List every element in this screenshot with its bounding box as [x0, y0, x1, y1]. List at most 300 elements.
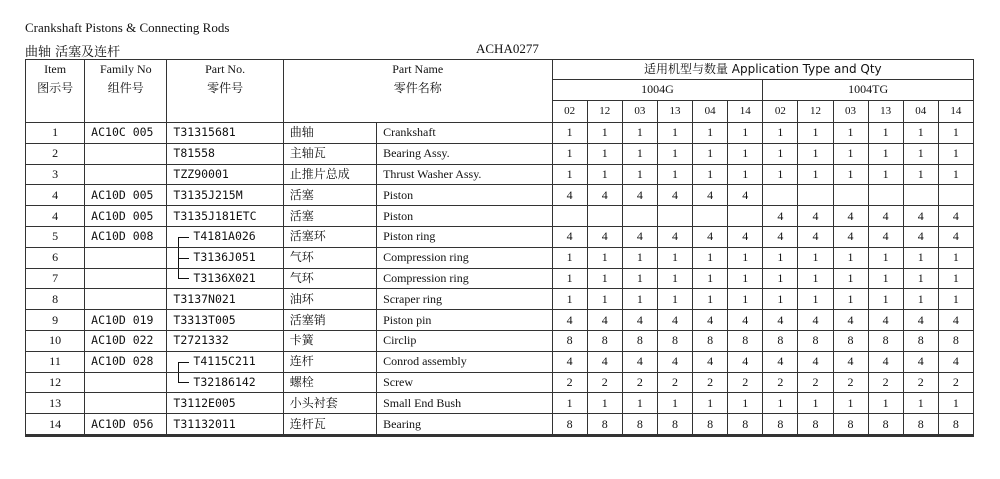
qty-cell — [833, 185, 868, 206]
part-name-en: Thrust Washer Assy. — [377, 164, 553, 185]
qty-cell: 1 — [868, 143, 903, 164]
empty-cell — [552, 435, 587, 436]
qty-cell: 1 — [657, 393, 692, 414]
part-name-en: Compression ring — [377, 268, 553, 289]
header-variant-col: 04 — [903, 101, 938, 123]
part-name-zh: 连杆瓦 — [283, 414, 376, 435]
table-row — [26, 206, 974, 227]
qty-cell — [903, 185, 938, 206]
header-application: 适用机型与数量 Application Type and Qty — [552, 60, 973, 80]
qty-cell: 1 — [903, 164, 938, 185]
empty-cell — [868, 435, 903, 436]
qty-cell: 1 — [728, 268, 763, 289]
qty-cell: 4 — [938, 351, 973, 372]
qty-cell: 4 — [833, 226, 868, 247]
part-name-zh: 活塞 — [283, 185, 376, 206]
qty-cell: 1 — [622, 247, 657, 268]
qty-cell: 4 — [622, 310, 657, 331]
table-row — [26, 185, 974, 206]
qty-cell: 2 — [833, 372, 868, 393]
qty-cell: 1 — [903, 393, 938, 414]
qty-cell: 8 — [552, 330, 587, 351]
table-row — [26, 393, 974, 414]
document-title-zh: 曲轴 活塞及连杆 — [25, 45, 121, 60]
qty-cell: 4 — [693, 351, 728, 372]
part-name-en: Conrod assembly — [377, 351, 553, 372]
qty-cell: 4 — [552, 226, 587, 247]
qty-cell: 1 — [868, 164, 903, 185]
header-variant-col: 04 — [693, 101, 728, 123]
qty-cell: 2 — [657, 372, 692, 393]
table-row — [26, 330, 974, 351]
header-item: Item 图示号 — [26, 60, 85, 123]
qty-cell: 1 — [587, 247, 622, 268]
qty-cell: 1 — [938, 393, 973, 414]
family-number — [85, 289, 167, 310]
header-family: Family No 组件号 — [85, 60, 167, 123]
qty-cell: 1 — [657, 247, 692, 268]
family-number — [85, 268, 167, 289]
qty-cell: 1 — [938, 164, 973, 185]
qty-cell: 1 — [693, 289, 728, 310]
part-number — [167, 372, 283, 393]
header-variant-col: 13 — [657, 101, 692, 123]
qty-cell: 1 — [798, 289, 833, 310]
part-name-zh: 气环 — [283, 247, 376, 268]
qty-cell: 4 — [763, 310, 798, 331]
qty-cell: 1 — [868, 268, 903, 289]
qty-cell: 1 — [693, 268, 728, 289]
item-number: 13 — [26, 393, 85, 414]
qty-cell: 8 — [728, 414, 763, 435]
table-row — [26, 143, 974, 164]
part-name-zh: 气环 — [283, 268, 376, 289]
qty-cell: 1 — [657, 143, 692, 164]
table-row — [26, 372, 974, 393]
family-number: AC10D 019 — [85, 310, 167, 331]
item-number: 12 — [26, 372, 85, 393]
qty-cell: 1 — [798, 143, 833, 164]
qty-cell: 8 — [798, 414, 833, 435]
qty-cell: 1 — [868, 289, 903, 310]
header-variant-col: 12 — [798, 101, 833, 123]
empty-cell — [903, 435, 938, 436]
qty-cell: 1 — [833, 268, 868, 289]
qty-cell: 1 — [868, 247, 903, 268]
qty-cell: 4 — [798, 351, 833, 372]
qty-cell: 2 — [938, 372, 973, 393]
qty-cell: 1 — [657, 123, 692, 144]
qty-cell: 1 — [938, 123, 973, 144]
qty-cell: 4 — [587, 185, 622, 206]
qty-cell: 4 — [693, 185, 728, 206]
item-number: 3 — [26, 164, 85, 185]
part-number: T3313T005 — [167, 310, 283, 331]
qty-cell: 1 — [763, 247, 798, 268]
family-number: AC10D 005 — [85, 206, 167, 227]
qty-cell: 1 — [587, 164, 622, 185]
family-number: AC10D 008 — [85, 226, 167, 247]
part-number-text: T32186142 — [193, 374, 256, 389]
qty-cell: 1 — [657, 268, 692, 289]
qty-cell: 2 — [622, 372, 657, 393]
qty-cell: 4 — [903, 310, 938, 331]
qty-cell: 4 — [833, 351, 868, 372]
qty-cell: 4 — [763, 226, 798, 247]
qty-cell: 4 — [657, 185, 692, 206]
empty-cell — [728, 435, 763, 436]
qty-cell: 4 — [868, 206, 903, 227]
family-number: AC10D 056 — [85, 414, 167, 435]
document-title: Crankshaft Pistons & Connecting Rods — [25, 20, 230, 35]
part-name-en: Small End Bush — [377, 393, 553, 414]
qty-cell: 1 — [833, 289, 868, 310]
qty-cell: 4 — [587, 226, 622, 247]
qty-cell: 1 — [798, 123, 833, 144]
qty-cell: 4 — [728, 310, 763, 331]
qty-cell: 4 — [903, 226, 938, 247]
qty-cell: 2 — [693, 372, 728, 393]
qty-cell: 1 — [938, 268, 973, 289]
qty-cell: 1 — [903, 289, 938, 310]
qty-cell: 1 — [552, 289, 587, 310]
qty-cell: 4 — [938, 206, 973, 227]
document-code: ACHA0277 — [476, 41, 539, 56]
part-name-zh: 连杆 — [283, 351, 376, 372]
header-group-1004tg: 1004TG — [763, 80, 974, 101]
qty-cell: 4 — [798, 310, 833, 331]
qty-cell: 1 — [728, 289, 763, 310]
table-row — [26, 351, 974, 372]
header-variant-col: 03 — [622, 101, 657, 123]
qty-cell: 4 — [938, 226, 973, 247]
part-number-text: T3136J051 — [193, 250, 256, 265]
qty-cell: 1 — [693, 393, 728, 414]
part-name-en: Piston pin — [377, 310, 553, 331]
family-number: AC10D 028 — [85, 351, 167, 372]
part-number — [167, 247, 283, 268]
header-part-name: Part Name 零件名称 — [283, 60, 552, 123]
family-number — [85, 143, 167, 164]
empty-cell — [763, 435, 798, 436]
qty-cell: 1 — [587, 123, 622, 144]
part-number: T31315681 — [167, 123, 283, 144]
part-number: TZZ90001 — [167, 164, 283, 185]
qty-cell: 4 — [763, 351, 798, 372]
qty-cell: 2 — [552, 372, 587, 393]
part-number: T2721332 — [167, 330, 283, 351]
part-number — [167, 351, 283, 372]
part-name-en: Circlip — [377, 330, 553, 351]
qty-cell: 1 — [587, 393, 622, 414]
qty-cell: 1 — [552, 143, 587, 164]
qty-cell — [763, 185, 798, 206]
item-number: 2 — [26, 143, 85, 164]
qty-cell: 4 — [657, 310, 692, 331]
qty-cell: 1 — [903, 143, 938, 164]
header-variant-col: 13 — [868, 101, 903, 123]
qty-cell: 1 — [798, 268, 833, 289]
table-row — [26, 289, 974, 310]
part-name-en: Screw — [377, 372, 553, 393]
qty-cell: 4 — [693, 226, 728, 247]
qty-cell: 1 — [798, 393, 833, 414]
qty-cell: 8 — [938, 414, 973, 435]
item-number: 8 — [26, 289, 85, 310]
qty-cell: 4 — [552, 185, 587, 206]
qty-cell: 1 — [903, 268, 938, 289]
empty-cell — [26, 435, 85, 436]
qty-cell: 4 — [657, 226, 692, 247]
qty-cell: 4 — [763, 206, 798, 227]
qty-cell: 1 — [833, 247, 868, 268]
part-name-zh: 活塞 — [283, 206, 376, 227]
empty-row — [26, 435, 974, 436]
qty-cell: 1 — [693, 143, 728, 164]
table-row — [26, 268, 974, 289]
item-number: 4 — [26, 185, 85, 206]
qty-cell: 4 — [728, 185, 763, 206]
qty-cell: 8 — [763, 414, 798, 435]
family-number — [85, 164, 167, 185]
part-name-zh: 曲轴 — [283, 123, 376, 144]
qty-cell: 8 — [798, 330, 833, 351]
qty-cell: 2 — [728, 372, 763, 393]
part-number: T3137N021 — [167, 289, 283, 310]
qty-cell: 1 — [938, 143, 973, 164]
qty-cell: 1 — [833, 123, 868, 144]
qty-cell: 1 — [798, 164, 833, 185]
header-variant-col: 02 — [763, 101, 798, 123]
qty-cell: 1 — [833, 164, 868, 185]
qty-cell — [693, 206, 728, 227]
header-variant-col: 14 — [728, 101, 763, 123]
qty-cell: 1 — [552, 123, 587, 144]
part-name-zh: 螺栓 — [283, 372, 376, 393]
qty-cell: 1 — [693, 164, 728, 185]
qty-cell: 8 — [587, 330, 622, 351]
qty-cell: 1 — [728, 123, 763, 144]
qty-cell: 1 — [728, 164, 763, 185]
qty-cell: 2 — [868, 372, 903, 393]
qty-cell: 1 — [798, 247, 833, 268]
qty-cell — [657, 206, 692, 227]
part-name-zh: 活塞环 — [283, 226, 376, 247]
part-number-text: T4115C211 — [193, 354, 256, 369]
qty-cell: 1 — [552, 247, 587, 268]
qty-cell: 4 — [552, 351, 587, 372]
qty-cell: 8 — [657, 414, 692, 435]
qty-cell — [587, 206, 622, 227]
header-variant-col: 14 — [938, 101, 973, 123]
empty-cell — [622, 435, 657, 436]
table-row — [26, 414, 974, 435]
qty-cell: 4 — [587, 351, 622, 372]
qty-cell: 4 — [868, 226, 903, 247]
qty-cell: 1 — [728, 143, 763, 164]
qty-cell: 8 — [587, 414, 622, 435]
empty-cell — [798, 435, 833, 436]
table-row — [26, 123, 974, 144]
qty-cell: 1 — [938, 289, 973, 310]
item-number: 1 — [26, 123, 85, 144]
part-name-zh: 止推片总成 — [283, 164, 376, 185]
qty-cell: 1 — [622, 143, 657, 164]
part-name-zh: 卡簧 — [283, 330, 376, 351]
table-row — [26, 310, 974, 331]
qty-cell: 4 — [587, 310, 622, 331]
qty-cell: 8 — [763, 330, 798, 351]
qty-cell: 8 — [903, 414, 938, 435]
qty-cell: 8 — [728, 330, 763, 351]
qty-cell — [938, 185, 973, 206]
qty-cell: 8 — [868, 330, 903, 351]
qty-cell: 1 — [622, 268, 657, 289]
qty-cell: 4 — [903, 206, 938, 227]
qty-cell: 8 — [833, 414, 868, 435]
qty-cell: 4 — [938, 310, 973, 331]
part-number-text: T3136X021 — [193, 270, 256, 285]
qty-cell: 4 — [798, 226, 833, 247]
qty-cell: 1 — [693, 123, 728, 144]
qty-cell: 8 — [868, 414, 903, 435]
part-name-en: Crankshaft — [377, 123, 553, 144]
qty-cell: 1 — [587, 143, 622, 164]
qty-cell: 1 — [693, 247, 728, 268]
part-name-zh: 小头衬套 — [283, 393, 376, 414]
qty-cell — [552, 206, 587, 227]
qty-cell: 1 — [657, 164, 692, 185]
item-number: 6 — [26, 247, 85, 268]
qty-cell: 2 — [763, 372, 798, 393]
part-number: T3135J181ETC — [167, 206, 283, 227]
qty-cell — [798, 185, 833, 206]
qty-cell: 1 — [868, 393, 903, 414]
empty-cell — [377, 435, 553, 436]
item-number: 11 — [26, 351, 85, 372]
item-number: 7 — [26, 268, 85, 289]
empty-cell — [167, 435, 283, 436]
part-name-zh: 油环 — [283, 289, 376, 310]
qty-cell: 8 — [657, 330, 692, 351]
part-name-en: Scraper ring — [377, 289, 553, 310]
qty-cell: 4 — [868, 351, 903, 372]
header-variant-col: 12 — [587, 101, 622, 123]
qty-cell: 1 — [587, 268, 622, 289]
qty-cell: 2 — [903, 372, 938, 393]
qty-cell: 1 — [552, 164, 587, 185]
empty-cell — [693, 435, 728, 436]
family-number: AC10D 005 — [85, 185, 167, 206]
empty-cell — [587, 435, 622, 436]
qty-cell: 8 — [552, 414, 587, 435]
item-number: 4 — [26, 206, 85, 227]
part-name-zh: 主轴瓦 — [283, 143, 376, 164]
qty-cell: 4 — [833, 310, 868, 331]
qty-cell: 8 — [693, 414, 728, 435]
empty-cell — [833, 435, 868, 436]
qty-cell: 1 — [552, 393, 587, 414]
header-variant-col: 03 — [833, 101, 868, 123]
part-number: T3112E005 — [167, 393, 283, 414]
empty-cell — [938, 435, 973, 436]
family-number: AC10C 005 — [85, 123, 167, 144]
part-name-zh: 活塞销 — [283, 310, 376, 331]
qty-cell: 4 — [798, 206, 833, 227]
part-number — [167, 226, 283, 247]
family-number: AC10D 022 — [85, 330, 167, 351]
header-part-no: Part No. 零件号 — [167, 60, 283, 123]
qty-cell: 8 — [903, 330, 938, 351]
qty-cell: 2 — [798, 372, 833, 393]
qty-cell: 1 — [938, 247, 973, 268]
qty-cell: 1 — [622, 164, 657, 185]
qty-cell: 1 — [763, 289, 798, 310]
qty-cell: 4 — [622, 185, 657, 206]
table-row — [26, 226, 974, 247]
qty-cell — [868, 185, 903, 206]
qty-cell: 4 — [552, 310, 587, 331]
header-group-1004g: 1004G — [552, 80, 763, 101]
qty-cell: 1 — [587, 289, 622, 310]
qty-cell: 1 — [868, 123, 903, 144]
qty-cell: 1 — [728, 393, 763, 414]
qty-cell: 1 — [763, 143, 798, 164]
empty-cell — [657, 435, 692, 436]
qty-cell: 8 — [622, 330, 657, 351]
qty-cell: 1 — [903, 247, 938, 268]
qty-cell — [622, 206, 657, 227]
qty-cell: 4 — [657, 351, 692, 372]
qty-cell: 1 — [833, 143, 868, 164]
table-row — [26, 247, 974, 268]
qty-cell: 1 — [903, 123, 938, 144]
qty-cell: 1 — [657, 289, 692, 310]
part-number: T81558 — [167, 143, 283, 164]
qty-cell: 1 — [622, 393, 657, 414]
qty-cell: 1 — [763, 268, 798, 289]
empty-cell — [85, 435, 167, 436]
qty-cell — [728, 206, 763, 227]
qty-cell: 4 — [622, 351, 657, 372]
table-row — [26, 164, 974, 185]
parts-table — [25, 59, 974, 437]
item-number: 14 — [26, 414, 85, 435]
qty-cell: 4 — [728, 351, 763, 372]
qty-cell: 1 — [552, 268, 587, 289]
part-number: T3135J215M — [167, 185, 283, 206]
qty-cell: 2 — [587, 372, 622, 393]
item-number: 10 — [26, 330, 85, 351]
part-number: T31132011 — [167, 414, 283, 435]
empty-cell — [283, 435, 376, 436]
qty-cell: 1 — [622, 289, 657, 310]
qty-cell: 1 — [833, 393, 868, 414]
qty-cell: 1 — [763, 393, 798, 414]
item-number: 9 — [26, 310, 85, 331]
part-name-en: Piston — [377, 185, 553, 206]
qty-cell: 1 — [728, 247, 763, 268]
part-name-en: Piston ring — [377, 226, 553, 247]
item-number: 5 — [26, 226, 85, 247]
part-name-en: Piston — [377, 206, 553, 227]
qty-cell: 1 — [622, 123, 657, 144]
qty-cell: 4 — [693, 310, 728, 331]
qty-cell: 8 — [833, 330, 868, 351]
qty-cell: 8 — [693, 330, 728, 351]
qty-cell: 4 — [903, 351, 938, 372]
qty-cell: 8 — [622, 414, 657, 435]
